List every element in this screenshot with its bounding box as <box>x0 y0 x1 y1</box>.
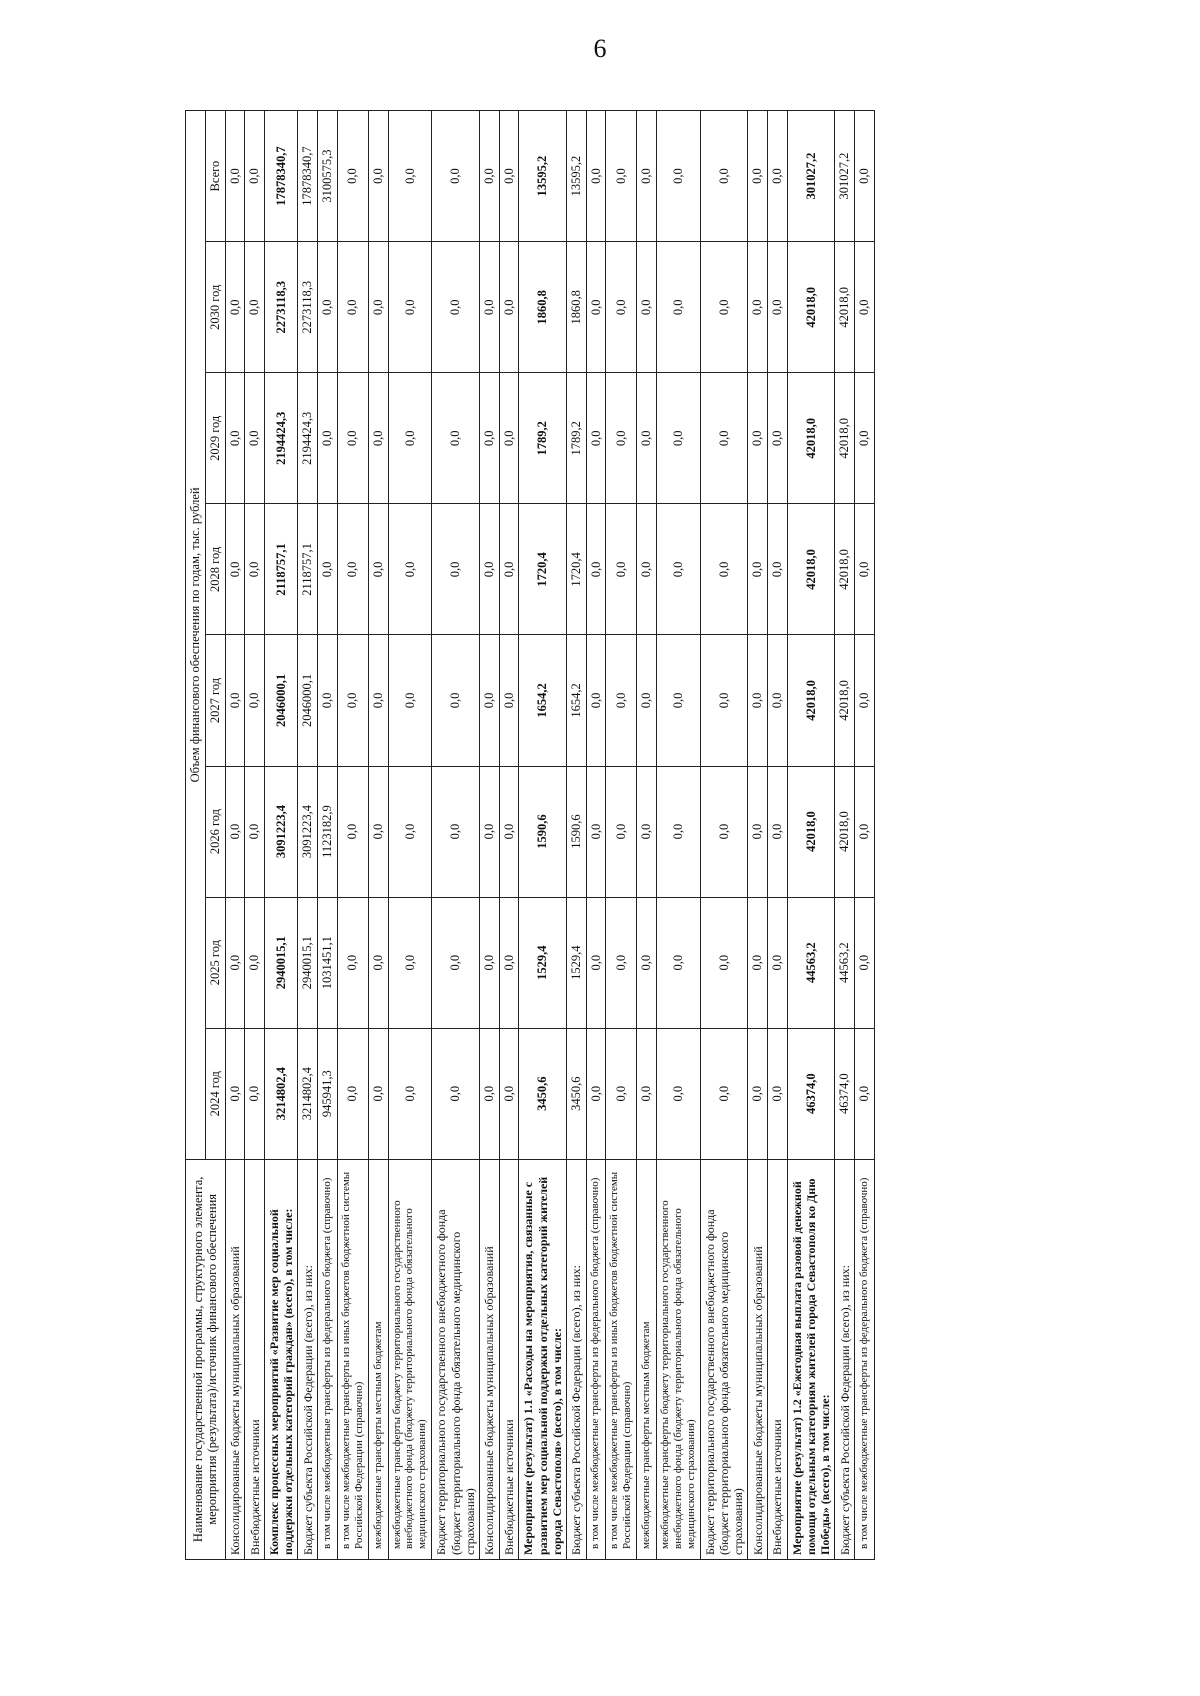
value-cell: 0,0 <box>748 242 768 373</box>
value-cell: 42018,0 <box>835 504 855 635</box>
value-cell: 44563,2 <box>835 897 855 1028</box>
row-name-cell: Консолидированные бюджеты муниципальных образований <box>748 1159 768 1559</box>
value-cell: 0,0 <box>225 897 245 1028</box>
value-cell: 0,0 <box>700 635 747 766</box>
table-row <box>432 111 479 1560</box>
value-cell: 0,0 <box>368 635 388 766</box>
value-cell: 0,0 <box>432 1028 479 1159</box>
table-row <box>388 111 432 1560</box>
value-cell: 44563,2 <box>787 897 834 1028</box>
financing-table-wrapper <box>185 110 1105 1560</box>
value-cell: 0,0 <box>637 897 657 1028</box>
value-cell: 0,0 <box>768 504 788 635</box>
value-cell: 0,0 <box>499 504 519 635</box>
value-cell: 0,0 <box>700 897 747 1028</box>
value-cell: 0,0 <box>657 1028 701 1159</box>
value-cell: 3100575,3 <box>318 111 338 242</box>
value-cell: 0,0 <box>748 897 768 1028</box>
row-name-cell: Комплекс процессных мероприятий «Развитие мер социальной поддержки отдельных категорий граждан» (всего), в том числе: <box>265 1159 298 1559</box>
year-header: 2024 год <box>205 1028 225 1159</box>
value-cell: 0,0 <box>855 897 875 1028</box>
year-header: 2030 год <box>205 242 225 373</box>
row-name-cell: в том числе межбюджетные трансферты из федерального бюджета (справочно) <box>318 1159 338 1559</box>
value-cell: 0,0 <box>606 242 637 373</box>
table-body <box>225 111 874 1560</box>
value-cell: 42018,0 <box>787 504 834 635</box>
value-cell: 0,0 <box>388 373 432 504</box>
value-cell: 0,0 <box>245 635 265 766</box>
value-cell: 2273118,3 <box>298 242 318 373</box>
value-cell: 1860,8 <box>519 242 566 373</box>
value-cell: 0,0 <box>855 504 875 635</box>
value-cell: 2940015,1 <box>298 897 318 1028</box>
value-cell: 0,0 <box>432 766 479 897</box>
value-cell: 0,0 <box>637 242 657 373</box>
value-cell: 0,0 <box>337 635 368 766</box>
row-name-cell: Бюджет территориального государственного внебюджетного фонда (бюджет территориального фонда обязательного медицинского страхования) <box>432 1159 479 1559</box>
value-cell: 0,0 <box>586 373 606 504</box>
value-cell: 0,0 <box>499 897 519 1028</box>
value-cell: 0,0 <box>637 373 657 504</box>
value-cell: 0,0 <box>748 1028 768 1159</box>
value-cell: 42018,0 <box>835 635 855 766</box>
value-cell: 2273118,3 <box>265 242 298 373</box>
year-header: 2025 год <box>205 897 225 1028</box>
value-cell: 0,0 <box>432 635 479 766</box>
row-name-cell: межбюджетные трансферты местным бюджетам <box>637 1159 657 1559</box>
value-cell: 0,0 <box>657 635 701 766</box>
value-cell: 0,0 <box>318 635 338 766</box>
value-cell: 0,0 <box>479 373 499 504</box>
value-cell: 0,0 <box>855 373 875 504</box>
value-cell: 2940015,1 <box>265 897 298 1028</box>
value-cell: 0,0 <box>225 1028 245 1159</box>
value-cell: 0,0 <box>245 897 265 1028</box>
row-name-cell: Бюджет субъекта Российской Федерации (всего), из них: <box>566 1159 586 1559</box>
table-row <box>748 111 768 1560</box>
value-cell: 3450,6 <box>566 1028 586 1159</box>
table-row <box>637 111 657 1560</box>
page-number: 6 <box>593 34 607 63</box>
value-cell: 0,0 <box>432 373 479 504</box>
value-cell: 0,0 <box>479 504 499 635</box>
value-cell: 42018,0 <box>787 373 834 504</box>
value-cell: 0,0 <box>748 504 768 635</box>
value-cell: 0,0 <box>318 373 338 504</box>
value-cell: 42018,0 <box>787 242 834 373</box>
value-cell: 0,0 <box>318 504 338 635</box>
year-header: 2026 год <box>205 766 225 897</box>
value-cell: 0,0 <box>479 766 499 897</box>
value-cell: 0,0 <box>245 373 265 504</box>
value-cell: 0,0 <box>337 504 368 635</box>
value-cell: 0,0 <box>499 111 519 242</box>
table-head <box>186 111 226 1560</box>
value-cell: 1789,2 <box>519 373 566 504</box>
row-name-cell: Бюджет субъекта Российской Федерации (всего), из них: <box>835 1159 855 1559</box>
value-cell: 301027,2 <box>835 111 855 242</box>
value-cell: 0,0 <box>245 242 265 373</box>
value-cell: 0,0 <box>586 635 606 766</box>
value-cell: 17878340,7 <box>265 111 298 242</box>
value-cell: 0,0 <box>606 504 637 635</box>
value-cell: 0,0 <box>499 1028 519 1159</box>
value-cell: 0,0 <box>432 242 479 373</box>
value-cell: 0,0 <box>700 1028 747 1159</box>
value-cell: 0,0 <box>748 373 768 504</box>
value-cell: 0,0 <box>337 897 368 1028</box>
value-cell: 0,0 <box>368 504 388 635</box>
value-cell: 0,0 <box>337 242 368 373</box>
value-cell: 3450,6 <box>519 1028 566 1159</box>
value-cell: 0,0 <box>855 766 875 897</box>
value-cell: 0,0 <box>586 242 606 373</box>
value-cell: 0,0 <box>479 635 499 766</box>
value-cell: 0,0 <box>432 504 479 635</box>
table-row <box>700 111 747 1560</box>
value-cell: 0,0 <box>606 111 637 242</box>
value-cell: 0,0 <box>499 766 519 897</box>
value-cell: 0,0 <box>337 1028 368 1159</box>
table-row <box>225 111 245 1560</box>
table-row <box>586 111 606 1560</box>
value-cell: 0,0 <box>586 111 606 242</box>
value-cell: 0,0 <box>855 1028 875 1159</box>
value-cell: 1529,4 <box>566 897 586 1028</box>
value-cell: 0,0 <box>388 504 432 635</box>
value-cell: 0,0 <box>245 111 265 242</box>
value-cell: 0,0 <box>768 373 788 504</box>
value-cell: 42018,0 <box>787 766 834 897</box>
value-cell: 0,0 <box>388 111 432 242</box>
value-cell: 301027,2 <box>787 111 834 242</box>
value-cell: 0,0 <box>586 897 606 1028</box>
value-cell: 0,0 <box>225 766 245 897</box>
value-cell: 0,0 <box>606 897 637 1028</box>
table-row <box>606 111 637 1560</box>
value-cell: 0,0 <box>225 635 245 766</box>
value-cell: 0,0 <box>855 111 875 242</box>
value-cell: 17878340,7 <box>298 111 318 242</box>
row-name-cell: Бюджет территориального государственного внебюджетного фонда (бюджет территориального фонда обязательного медицинского страхования) <box>700 1159 747 1559</box>
value-cell: 0,0 <box>337 766 368 897</box>
row-name-cell: межбюджетные трансферты местным бюджетам <box>368 1159 388 1559</box>
year-header: 2027 год <box>205 635 225 766</box>
value-cell: 0,0 <box>855 242 875 373</box>
value-cell: 0,0 <box>637 766 657 897</box>
value-cell: 42018,0 <box>835 766 855 897</box>
value-cell: 0,0 <box>586 766 606 897</box>
table-row <box>519 111 566 1560</box>
value-cell: 0,0 <box>700 242 747 373</box>
value-cell: 13595,2 <box>566 111 586 242</box>
value-cell: 0,0 <box>657 111 701 242</box>
year-header: 2029 год <box>205 373 225 504</box>
value-cell: 0,0 <box>606 1028 637 1159</box>
value-cell: 0,0 <box>368 766 388 897</box>
value-cell: 0,0 <box>499 635 519 766</box>
value-cell: 0,0 <box>388 635 432 766</box>
header-name-column: Наименование государственной программы, структурного элемента, мероприятия (результата)/источник финансового обеспечения <box>186 1159 226 1559</box>
value-cell: 46374,0 <box>787 1028 834 1159</box>
value-cell: 0,0 <box>432 111 479 242</box>
table-row <box>835 111 855 1560</box>
table-row <box>657 111 701 1560</box>
value-cell: 0,0 <box>245 766 265 897</box>
value-cell: 46374,0 <box>835 1028 855 1159</box>
value-cell: 0,0 <box>657 242 701 373</box>
value-cell: 1654,2 <box>519 635 566 766</box>
value-cell: 0,0 <box>368 897 388 1028</box>
row-name-cell: в том числе межбюджетные трансферты из федерального бюджета (справочно) <box>586 1159 606 1559</box>
value-cell: 0,0 <box>606 373 637 504</box>
year-header: Всего <box>205 111 225 242</box>
value-cell: 2118757,1 <box>265 504 298 635</box>
table-row <box>265 111 298 1560</box>
value-cell: 0,0 <box>479 111 499 242</box>
value-cell: 0,0 <box>368 1028 388 1159</box>
table-row <box>298 111 318 1560</box>
rotated-table-canvas <box>185 110 1105 1560</box>
value-cell: 0,0 <box>388 766 432 897</box>
value-cell: 0,0 <box>748 766 768 897</box>
value-cell: 1123182,9 <box>318 766 338 897</box>
table-row <box>318 111 338 1560</box>
value-cell: 0,0 <box>855 635 875 766</box>
value-cell: 0,0 <box>337 373 368 504</box>
value-cell: 0,0 <box>225 242 245 373</box>
value-cell: 2046000,1 <box>298 635 318 766</box>
value-cell: 0,0 <box>768 897 788 1028</box>
value-cell: 2046000,1 <box>265 635 298 766</box>
value-cell: 0,0 <box>388 897 432 1028</box>
value-cell: 0,0 <box>748 635 768 766</box>
value-cell: 0,0 <box>748 111 768 242</box>
row-name-cell: Консолидированные бюджеты муниципальных образований <box>479 1159 499 1559</box>
value-cell: 42018,0 <box>787 635 834 766</box>
value-cell: 1529,4 <box>519 897 566 1028</box>
row-name-cell: Мероприятие (результат) 1.1 «Расходы на мероприятия, связанные с развитием мер социальной поддержки отдельных категорий жителей города Севастополя» (всего), в том числе: <box>519 1159 566 1559</box>
value-cell: 0,0 <box>245 504 265 635</box>
value-cell: 0,0 <box>225 111 245 242</box>
value-cell: 0,0 <box>586 1028 606 1159</box>
value-cell: 0,0 <box>606 635 637 766</box>
row-name-cell: Внебюджетные источники <box>499 1159 519 1559</box>
value-cell: 0,0 <box>479 1028 499 1159</box>
value-cell: 0,0 <box>700 766 747 897</box>
value-cell: 0,0 <box>637 111 657 242</box>
value-cell: 0,0 <box>225 504 245 635</box>
value-cell: 0,0 <box>700 111 747 242</box>
table-row <box>768 111 788 1560</box>
value-cell: 0,0 <box>637 635 657 766</box>
value-cell: 0,0 <box>700 504 747 635</box>
financing-table <box>185 110 875 1560</box>
table-row <box>368 111 388 1560</box>
table-row <box>337 111 368 1560</box>
value-cell: 0,0 <box>225 373 245 504</box>
value-cell: 1720,4 <box>519 504 566 635</box>
value-cell: 1789,2 <box>566 373 586 504</box>
value-cell: 0,0 <box>499 373 519 504</box>
value-cell: 1654,2 <box>566 635 586 766</box>
value-cell: 3091223,4 <box>298 766 318 897</box>
row-name-cell: Мероприятие (результат) 1.2 «Ежегодная выплата разовой денежной помощи отдельным категориям жителей города Севастополя ко Дню Победы» (всего), в том числе: <box>787 1159 834 1559</box>
row-name-cell: в том числе межбюджетные трансферты из федерального бюджета (справочно) <box>855 1159 875 1559</box>
value-cell: 13595,2 <box>519 111 566 242</box>
value-cell: 42018,0 <box>835 242 855 373</box>
value-cell: 0,0 <box>768 242 788 373</box>
value-cell: 0,0 <box>499 242 519 373</box>
value-cell: 0,0 <box>318 242 338 373</box>
value-cell: 0,0 <box>245 1028 265 1159</box>
table-row <box>566 111 586 1560</box>
row-name-cell: Бюджет субъекта Российской Федерации (всего), из них: <box>298 1159 318 1559</box>
table-row <box>479 111 499 1560</box>
table-row <box>787 111 834 1560</box>
value-cell: 0,0 <box>479 897 499 1028</box>
value-cell: 0,0 <box>388 1028 432 1159</box>
value-cell: 0,0 <box>432 897 479 1028</box>
value-cell: 0,0 <box>368 373 388 504</box>
row-name-cell: межбюджетные трансферты бюджету территориального государственного внебюджетного фонда (бюджету территориального фонда обязательного медицинского страхования) <box>657 1159 701 1559</box>
table-row <box>499 111 519 1560</box>
value-cell: 3091223,4 <box>265 766 298 897</box>
value-cell: 0,0 <box>657 373 701 504</box>
row-name-cell: в том числе межбюджетные трансферты из иных бюджетов бюджетной системы Российской Федерации (справочно) <box>606 1159 637 1559</box>
value-cell: 0,0 <box>768 766 788 897</box>
header-group: Объем финансового обеспечения по годам, тыс. рублей <box>186 111 206 1160</box>
value-cell: 1860,8 <box>566 242 586 373</box>
value-cell: 0,0 <box>388 242 432 373</box>
table-row <box>245 111 265 1560</box>
value-cell: 0,0 <box>368 111 388 242</box>
row-name-cell: Внебюджетные источники <box>245 1159 265 1559</box>
value-cell: 2118757,1 <box>298 504 318 635</box>
value-cell: 0,0 <box>657 897 701 1028</box>
row-name-cell: в том числе межбюджетные трансферты из иных бюджетов бюджетной системы Российской Федерации (справочно) <box>337 1159 368 1559</box>
value-cell: 0,0 <box>637 1028 657 1159</box>
value-cell: 0,0 <box>768 635 788 766</box>
value-cell: 0,0 <box>637 504 657 635</box>
table-row <box>855 111 875 1560</box>
value-cell: 3214802,4 <box>265 1028 298 1159</box>
value-cell: 0,0 <box>657 504 701 635</box>
year-header: 2028 год <box>205 504 225 635</box>
row-name-cell: межбюджетные трансферты бюджету территориального государственного внебюджетного фонда (бюджету территориального фонда обязательного медицинского страхования) <box>388 1159 432 1559</box>
value-cell: 0,0 <box>657 766 701 897</box>
value-cell: 0,0 <box>479 242 499 373</box>
value-cell: 945941,3 <box>318 1028 338 1159</box>
value-cell: 0,0 <box>768 1028 788 1159</box>
value-cell: 0,0 <box>768 111 788 242</box>
row-name-cell: Консолидированные бюджеты муниципальных образований <box>225 1159 245 1559</box>
value-cell: 1590,6 <box>519 766 566 897</box>
value-cell: 0,0 <box>586 504 606 635</box>
value-cell: 0,0 <box>368 242 388 373</box>
row-name-cell: Внебюджетные источники <box>768 1159 788 1559</box>
value-cell: 42018,0 <box>835 373 855 504</box>
value-cell: 0,0 <box>700 373 747 504</box>
value-cell: 2194424,3 <box>298 373 318 504</box>
value-cell: 1590,6 <box>566 766 586 897</box>
value-cell: 1720,4 <box>566 504 586 635</box>
value-cell: 1031451,1 <box>318 897 338 1028</box>
value-cell: 2194424,3 <box>265 373 298 504</box>
value-cell: 0,0 <box>606 766 637 897</box>
value-cell: 3214802,4 <box>298 1028 318 1159</box>
value-cell: 0,0 <box>337 111 368 242</box>
